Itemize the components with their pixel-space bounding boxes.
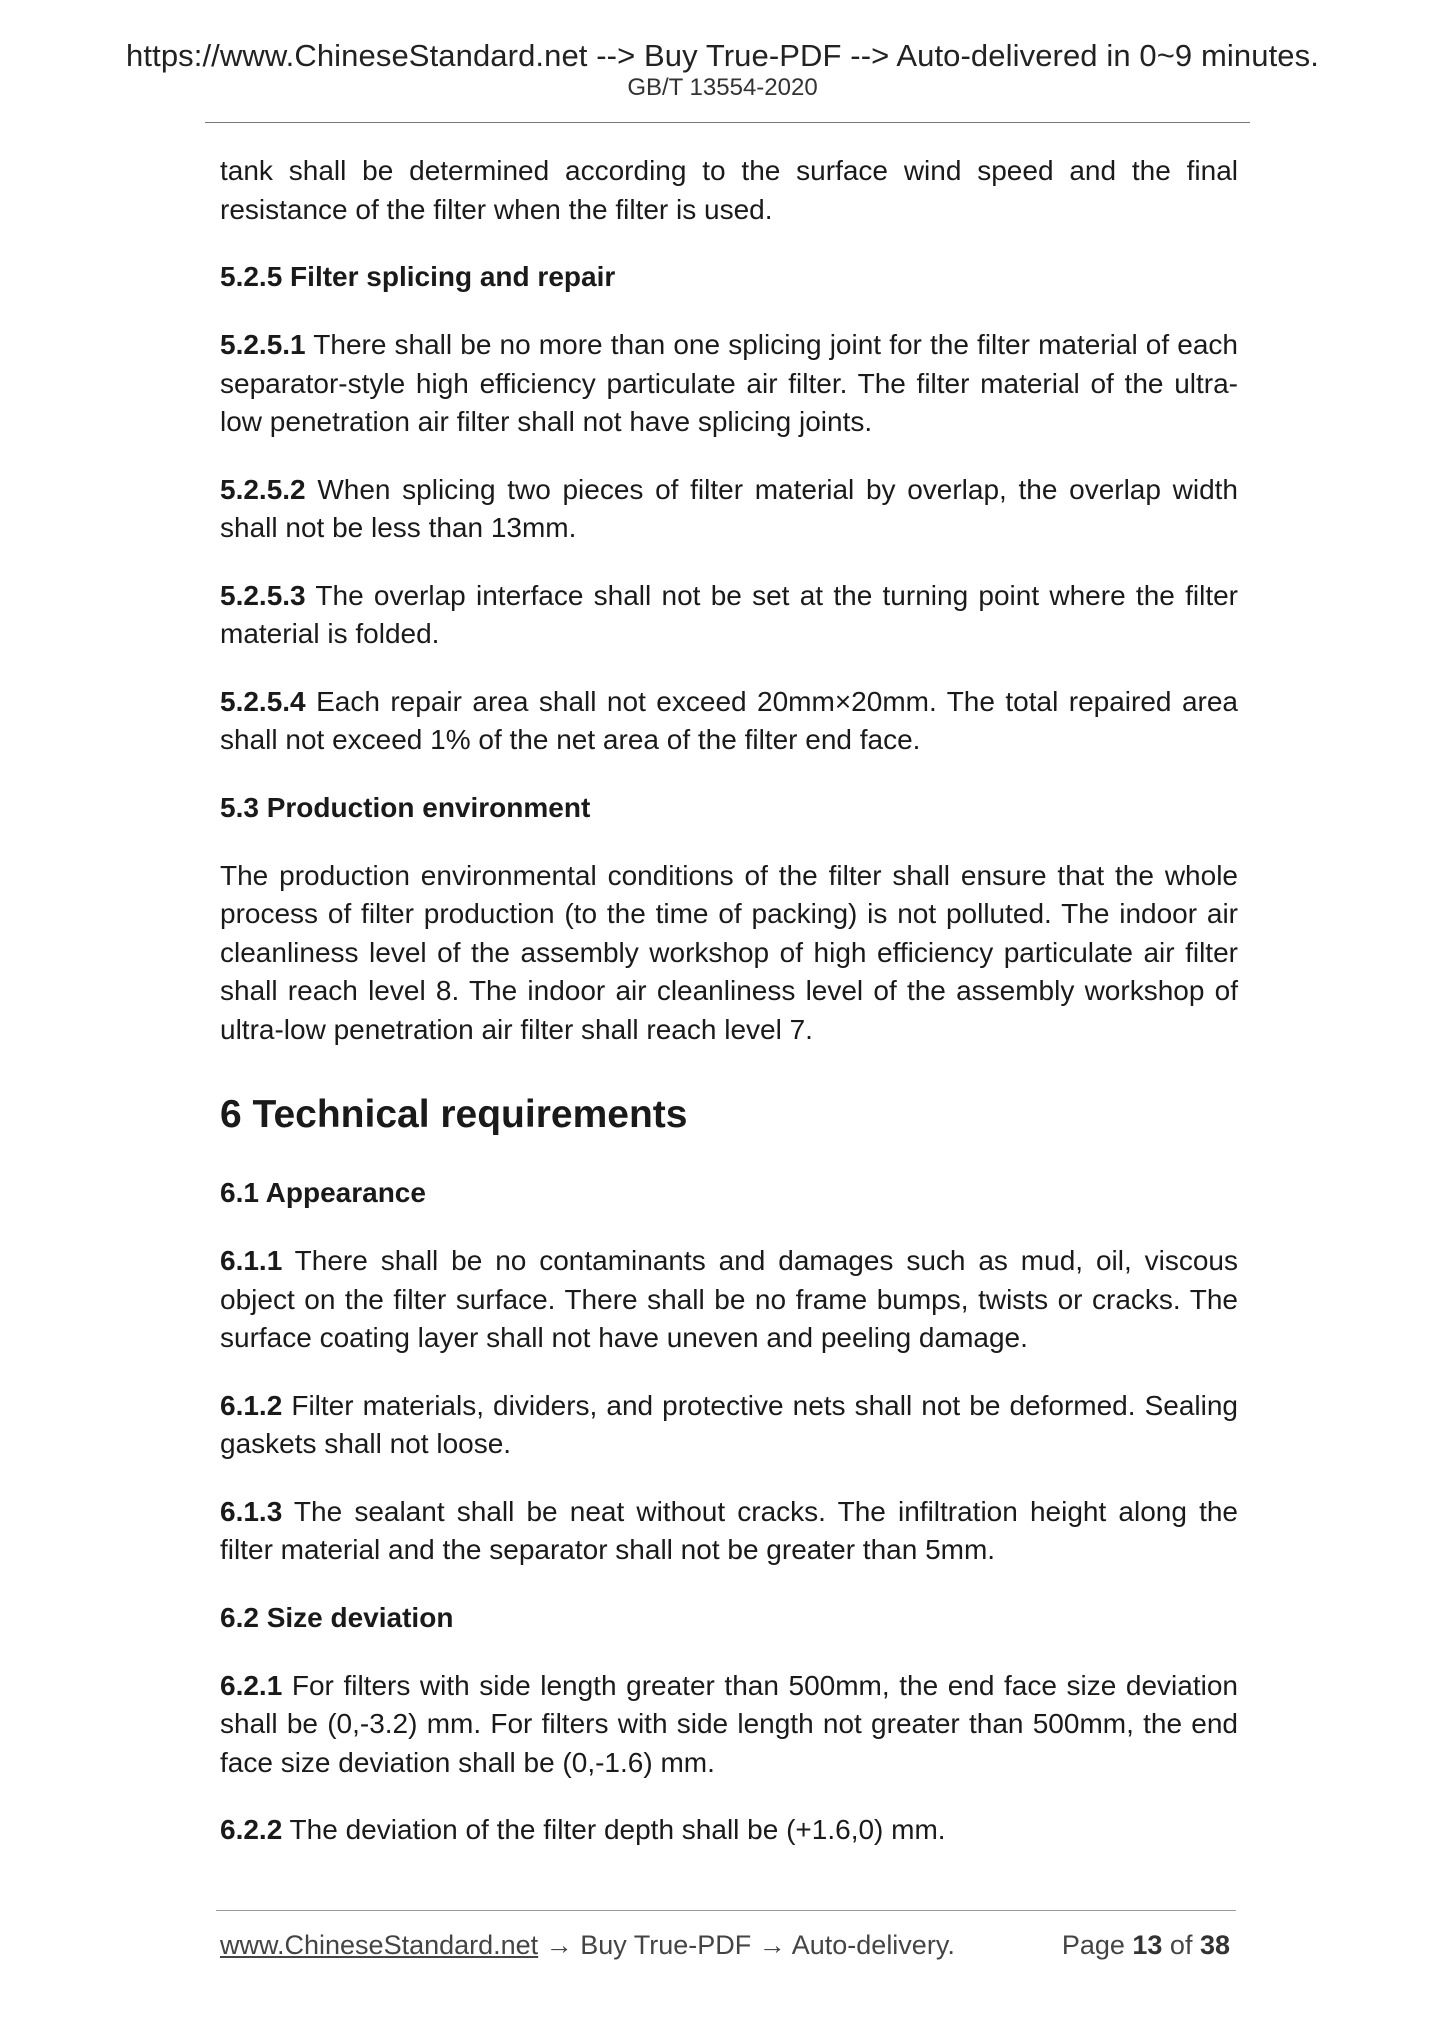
footer-tagline: → Buy True-PDF → Auto-delivery.: [538, 1930, 955, 1960]
clause-text: Each repair area shall not exceed 20mm×20mm. The total repaired area shall not exceed 1% of the net area of the filter end face.: [220, 685, 1238, 755]
clause-number: 6.1.2: [220, 1389, 283, 1421]
clause-text: There shall be no contaminants and damages such as mud, oil, viscous object on the filter surface. There shall be no frame bumps, twists or cracks. The surface coating layer shall not have uneven and peeling damage.: [220, 1245, 1238, 1353]
clause-6-2-2: [220, 1811, 1238, 1850]
heading-6-1: 6.1 Appearance: [220, 1177, 426, 1208]
clause-5-2-5-4: [220, 683, 1238, 760]
clause-6-2-1: [220, 1667, 1238, 1783]
page-number: 13: [1132, 1930, 1163, 1960]
page-content: [220, 152, 1238, 1879]
heading-6: 6 Technical requirements: [220, 1093, 688, 1136]
heading-5-2-5: 5.2.5 Filter splicing and repair: [220, 261, 616, 292]
clause-text: Filter materials, dividers, and protective nets shall not be deformed. Sealing gaskets shall not loose.: [220, 1389, 1238, 1459]
top-banner: https://www.ChineseStandard.net --> Buy True-PDF --> Auto-delivered in 0~9 minutes.: [126, 38, 1319, 73]
page-total: 38: [1199, 1930, 1230, 1960]
clause-5-2-5-1: [220, 326, 1238, 442]
clause-text: When splicing two pieces of filter material by overlap, the overlap width shall not be less than 13mm.: [220, 473, 1238, 543]
clause-number: 6.1.1: [220, 1245, 283, 1276]
clause-number: 5.2.5.3: [220, 579, 306, 611]
clause-number: 6.2.2: [220, 1814, 283, 1845]
page-label: Page: [1061, 1930, 1133, 1960]
clause-5-3: The production environmental conditions of the filter shall ensure that the whole process of filter production (to the time of packing) is not polluted. The indoor air cleanliness level of the assembly workshop of high efficiency particulate air filter shall reach level 8. The indoor air cleanliness level of the assembly workshop of ultra-low penetration air filter shall reach level 7.: [220, 859, 1238, 1045]
page-indicator: [1062, 1930, 1230, 1961]
header-divider: [205, 122, 1250, 123]
clause-6-1-3: [220, 1493, 1238, 1570]
clause-text: For filters with side length greater than 500mm, the end face size deviation shall be (0,-3.2) mm. For filters with side length not greater than 500mm, the end face size deviation shall be (0,-1.6) mm.: [220, 1669, 1238, 1778]
clause-text: The sealant shall be neat without cracks. The infiltration height along the filter material and the separator shall not be greater than 5mm.: [220, 1495, 1238, 1565]
clause-5-2-5-2: [220, 471, 1238, 548]
clause-text: The overlap interface shall not be set at the turning point where the filter material is folded.: [220, 579, 1238, 649]
clause-number: 5.2.5.4: [220, 685, 306, 717]
clause-6-1-1: [220, 1242, 1238, 1358]
heading-6-2: 6.2 Size deviation: [220, 1601, 454, 1633]
page-footer: [220, 1930, 1230, 1961]
heading-5-3: 5.3 Production environment: [220, 791, 591, 823]
clause-6-1-2: [220, 1387, 1238, 1464]
clause-text: The deviation of the filter depth shall be (+1.6,0) mm.: [282, 1814, 946, 1845]
clause-number: 6.2.1: [220, 1669, 283, 1701]
clause-text: There shall be no more than one splicing joint for the filter material of each separator-style high efficiency particulate air filter. The filter material of the ultra-low penetration air filter shall not have splicing joints.: [220, 329, 1238, 437]
clause-number: 5.2.5.1: [220, 329, 306, 360]
continued-paragraph: tank shall be determined according to the surface wind speed and the final resistance of the filter when the filter is used.: [220, 155, 1238, 225]
footer-site-link[interactable]: www.ChineseStandard.net: [220, 1930, 539, 1960]
clause-5-2-5-3: [220, 577, 1238, 654]
footer-divider: [216, 1910, 1236, 1911]
clause-number: 6.1.3: [220, 1495, 283, 1527]
of-label: of: [1162, 1930, 1200, 1960]
clause-number: 5.2.5.2: [220, 473, 306, 505]
document-code: GB/T 13554-2020: [627, 74, 818, 101]
